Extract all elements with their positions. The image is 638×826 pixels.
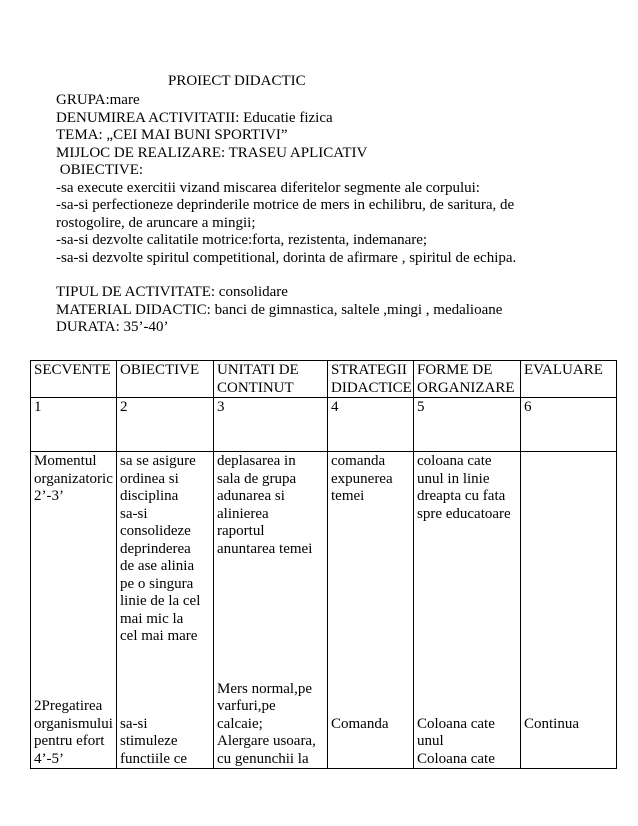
cell-spacer: [331, 628, 410, 646]
cell-text-line: sa-si: [120, 715, 148, 732]
table-header-row: [31, 361, 617, 398]
header-line: DENUMIREA ACTIVITATII: Educatie fizica: [56, 109, 333, 126]
cell-text-line: CONTINUT: [217, 379, 294, 396]
cell-text-line: DIDACTICE: [331, 379, 412, 396]
cell-spacer: [524, 628, 613, 646]
cell-spacer: [417, 628, 517, 646]
cell-spacer: [524, 453, 613, 471]
cell-text-line: pentru efort: [34, 733, 105, 749]
cell-text-line: STRATEGII: [331, 362, 407, 378]
column-number: 4: [328, 398, 414, 452]
cell-text-line: [524, 681, 613, 699]
cell-text-line: [120, 663, 210, 681]
header-cell: [521, 361, 617, 398]
cell-text-line: pe o singura: [120, 575, 194, 592]
info-line: DURATA: 35’-40’: [56, 319, 169, 335]
document-title: PROIECT DIDACTIC: [168, 73, 306, 89]
cell-text-line: anuntarea temei: [217, 540, 313, 557]
cell-text-line: dreapta cu fata: [417, 488, 506, 504]
cell-spacer: [34, 593, 113, 611]
cell-text-line: FORME DE: [417, 362, 493, 378]
cell-text-line: temei: [331, 488, 365, 504]
cell-spacer: [217, 628, 324, 646]
cell-text-line: UNITATI DE: [217, 362, 299, 378]
cell-spacer: [524, 558, 613, 576]
cell-spacer: [120, 646, 210, 664]
cell-text-line: Alergare usoara,: [217, 733, 316, 749]
info-line: TIPUL DE ACTIVITATE: consolidare: [56, 284, 288, 300]
cell-spacer: [524, 523, 613, 541]
cell-text-line: deprinderea: [120, 540, 191, 557]
cell-text-line: mai mic la: [120, 610, 184, 627]
cell-text-line: [331, 698, 410, 716]
cell-text-line: Continua: [524, 715, 579, 732]
cell-spacer: [417, 558, 517, 576]
cell-spacer: [34, 523, 113, 541]
table-number-row: [31, 398, 617, 452]
cell-text-line: ordinea si: [120, 470, 179, 487]
column-number: 6: [521, 398, 617, 452]
cell-text-line: [331, 681, 410, 699]
header-cell: [328, 361, 414, 398]
cell-spacer: [217, 646, 324, 664]
cell-text-line: ORGANIZARE: [417, 379, 515, 396]
spacer: [56, 267, 616, 284]
cell-text-line: OBIECTIVE: [120, 362, 200, 378]
cell-spacer: [331, 506, 410, 524]
cell-spacer: [34, 558, 113, 576]
column-number: 1: [31, 398, 117, 452]
lesson-plan-table: [30, 360, 617, 769]
header-line: OBIECTIVE:: [56, 162, 144, 178]
cell-text-line: adunarea si: [217, 488, 285, 504]
cell-text-line: disciplina: [120, 488, 179, 504]
cell-text-line: Coloana cate: [417, 750, 495, 767]
cell-spacer: [331, 611, 410, 629]
cell-spacer: [524, 593, 613, 611]
cell-spacer: [331, 558, 410, 576]
cell-spacer: [331, 576, 410, 594]
header-line: GRUPA:mare: [56, 92, 140, 108]
cell-spacer: [217, 558, 324, 576]
cell-text-line: Coloana cate: [417, 715, 495, 732]
cell-text-line: expunerea: [331, 470, 393, 487]
cell-text-line: de ase alinia: [120, 558, 195, 574]
cell-spacer: [34, 506, 113, 524]
header-line: -sa-si dezvolte calitatile motrice:forta, rezistenta, indemanare;: [56, 232, 428, 248]
cell-text-line: [524, 663, 613, 681]
cell-spacer: [34, 646, 113, 664]
header-line: -sa-si perfectioneze deprinderile motrice de mers in echilibru, de saritura, de: [56, 197, 515, 213]
table-cell: [214, 452, 328, 769]
cell-text-line: [417, 681, 517, 699]
cell-spacer: [417, 523, 517, 541]
cell-text-line: [34, 681, 113, 699]
column-number: 5: [414, 398, 521, 452]
cell-spacer: [217, 576, 324, 594]
cell-spacer: [331, 646, 410, 664]
cell-text-line: [417, 698, 517, 716]
cell-text-line: [120, 681, 210, 699]
header-cell: [414, 361, 521, 398]
cell-text-line: consolideze: [120, 523, 191, 539]
cell-text-line: unul in linie: [417, 470, 490, 487]
cell-spacer: [524, 488, 613, 506]
cell-spacer: [417, 576, 517, 594]
cell-spacer: [417, 593, 517, 611]
cell-text-line: [217, 663, 324, 681]
cell-spacer: [34, 576, 113, 594]
cell-text-line: cu genunchii la: [217, 750, 309, 767]
cell-text-line: [331, 663, 410, 681]
cell-spacer: [34, 541, 113, 559]
cell-spacer: [524, 646, 613, 664]
cell-text-line: organizatoric: [34, 470, 113, 487]
header-cell: [31, 361, 117, 398]
info-line: MATERIAL DIDACTIC: banci de gimnastica, saltele ,mingi , medalioane: [56, 301, 503, 318]
cell-text-line: [34, 663, 113, 681]
cell-text-line: Comanda: [331, 715, 389, 732]
cell-text-line: sa-si: [120, 505, 148, 522]
cell-text-line: SECVENTE: [34, 362, 111, 378]
cell-spacer: [331, 541, 410, 559]
table-cell: [328, 452, 414, 769]
cell-text-line: EVALUARE: [524, 362, 603, 378]
cell-spacer: [217, 593, 324, 611]
header-line: -sa execute exercitii vizand miscarea diferitelor segmente ale corpului:: [56, 179, 480, 196]
cell-text-line: cel mai mare: [120, 628, 198, 644]
cell-spacer: [524, 541, 613, 559]
table-cell: [31, 452, 117, 769]
cell-text-line: 2’-3’: [34, 488, 64, 504]
cell-text-line: [524, 698, 613, 716]
column-number: 2: [117, 398, 214, 452]
header-line: MIJLOC DE REALIZARE: TRASEU APLICATIV: [56, 144, 368, 161]
cell-spacer: [417, 646, 517, 664]
cell-spacer: [417, 541, 517, 559]
cell-text-line: [120, 698, 210, 716]
cell-text-line: comanda: [331, 453, 386, 469]
table-cell: [117, 452, 214, 769]
cell-spacer: [524, 471, 613, 489]
cell-text-line: sa se asigure: [120, 453, 196, 469]
cell-text-line: alinierea: [217, 505, 269, 522]
cell-text-line: sala de grupa: [217, 470, 297, 487]
cell-text-line: coloana cate: [417, 453, 492, 469]
header-cell: [214, 361, 328, 398]
header-line: -sa-si dezvolte spiritul competitional, dorinta de afirmare , spiritul de echipa.: [56, 249, 517, 266]
table-row: [31, 452, 617, 769]
cell-text-line: calcaie;: [217, 715, 263, 732]
cell-spacer: [524, 576, 613, 594]
cell-spacer: [34, 611, 113, 629]
cell-text-line: Mers normal,pe: [217, 680, 312, 697]
cell-spacer: [417, 611, 517, 629]
cell-text-line: Momentul: [34, 453, 97, 469]
cell-text-line: raportul: [217, 523, 265, 539]
cell-text-line: organismului: [34, 715, 113, 732]
cell-spacer: [217, 611, 324, 629]
cell-spacer: [34, 628, 113, 646]
cell-text-line: spre educatoare: [417, 505, 511, 522]
cell-spacer: [524, 611, 613, 629]
header-cell: [117, 361, 214, 398]
cell-text-line: deplasarea in: [217, 453, 296, 469]
table-cell: [414, 452, 521, 769]
cell-text-line: 2Pregatirea: [34, 698, 103, 714]
cell-text-line: varfuri,pe: [217, 698, 276, 714]
cell-spacer: [331, 593, 410, 611]
cell-text-line: linie de la cel: [120, 593, 201, 609]
cell-text-line: unul: [417, 733, 444, 749]
cell-spacer: [331, 523, 410, 541]
cell-text-line: functiile ce: [120, 750, 188, 767]
header-line: rostogolire, de aruncare a mingii;: [56, 214, 256, 231]
column-number: 3: [214, 398, 328, 452]
table-cell: [521, 452, 617, 769]
cell-text-line: stimuleze: [120, 733, 178, 749]
document-header: [56, 92, 616, 337]
cell-text-line: [417, 663, 517, 681]
header-line: TEMA: „CEI MAI BUNI SPORTIVI”: [56, 127, 288, 143]
cell-spacer: [524, 506, 613, 524]
cell-text-line: 4’-5’: [34, 750, 64, 767]
